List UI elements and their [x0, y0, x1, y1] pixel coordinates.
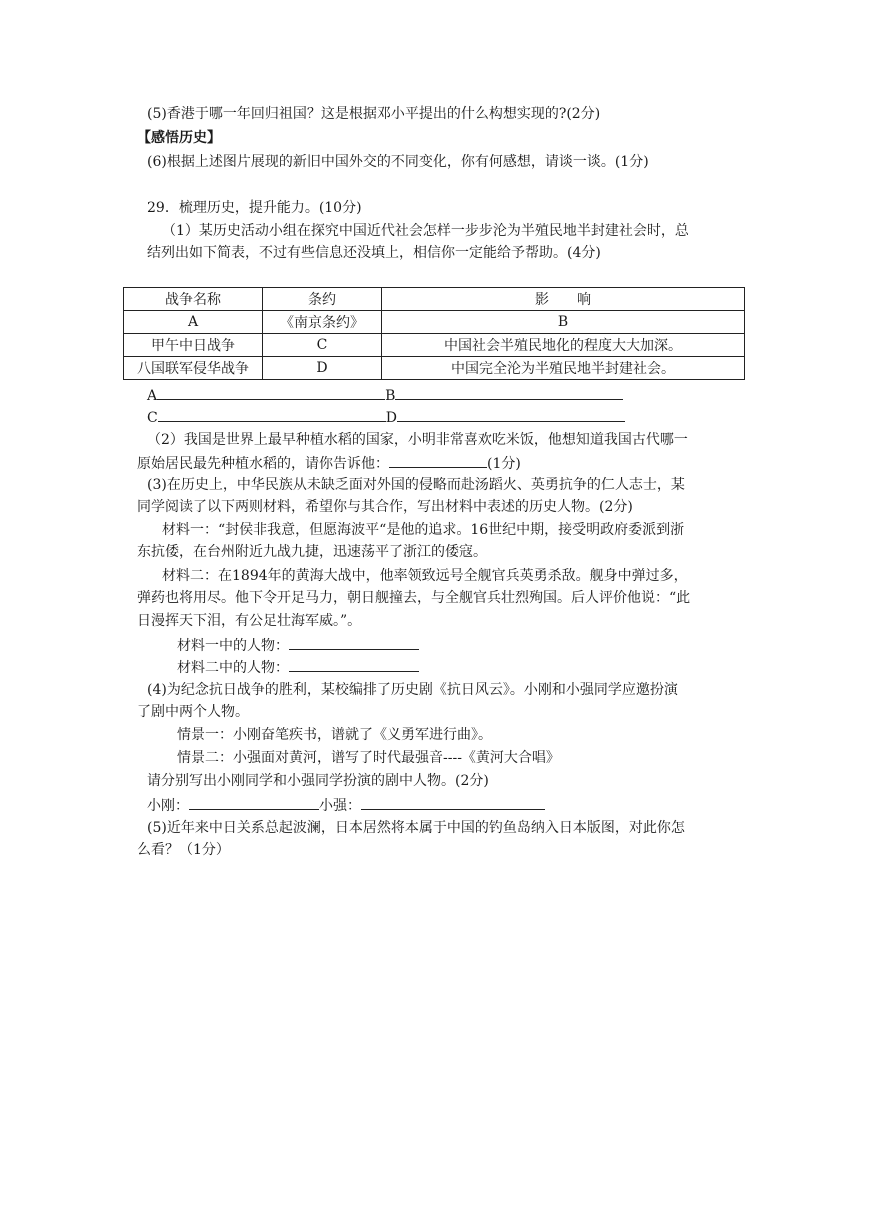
scene2: 情景二：小强面对黄河，谱写了时代最强音----《黄河大合唱》: [177, 750, 560, 766]
q29-p3-line2: 同学阅读了以下两则材料，希望你与其合作，写出材料中表述的历史人物。(2分): [137, 499, 633, 515]
table-cell: 中国完全沦为半殖民地半封建社会。: [382, 357, 745, 380]
q29-p2-text: 原始居民最先种植水稻的，请你告诉他：: [137, 456, 389, 472]
q29-p3-line1: (3)在历史上，中华民族从未缺乏面对外国的侵略而赴汤蹈火、英勇抗争的仁人志士，某: [147, 477, 685, 493]
table-cell: B: [382, 311, 745, 334]
fill-label-b: B: [385, 388, 396, 404]
answer-blank-b[interactable]: [395, 384, 623, 400]
section-heading: 【感悟历史】: [137, 130, 221, 146]
answer-blank-rice[interactable]: [389, 452, 487, 468]
who-row-1: [177, 634, 419, 656]
scene1: 情景一：小刚奋笔疾书，谱就了《义勇军进行曲》。: [177, 727, 492, 743]
material2-line2: 弹药也将用尽。他下令开足马力，朝日舰撞去，与全舰官兵壮烈殉国。后人评价他说：“此: [137, 590, 691, 606]
table-header: 条约: [263, 288, 382, 311]
answer-blank-a[interactable]: [157, 384, 385, 400]
xiaogang-label: 小刚：: [147, 798, 189, 814]
fill-label-d: D: [385, 410, 397, 426]
table-header: 战争名称: [124, 288, 263, 311]
q29-p4-line1: (4)为纪念抗日战争的胜利，某校编排了历史剧《抗日风云》。小刚和小强同学应邀扮演: [147, 682, 678, 698]
who2-label: 材料二中的人物：: [177, 660, 289, 676]
table-row: [124, 334, 745, 357]
table-cell: 甲午中日战争: [124, 334, 263, 357]
q28-sub6: (6)根据上述图片展现的新旧中国外交的不同变化，你有何感想，请谈一谈。(1分): [147, 154, 649, 170]
answer-blank-xiaoqiang[interactable]: [361, 794, 545, 810]
q29-p4-line3: 请分别写出小刚同学和小强同学扮演的剧中人物。(2分): [147, 773, 489, 789]
q29-p4-line2: 了剧中两个人物。: [137, 704, 249, 720]
q29-p1-line1: （1）某历史活动小组在探究中国近代社会怎样一步步沦为半殖民地半封建社会时，总: [162, 223, 689, 239]
q28-sub5: (5)香港于哪一年回归祖国？这是根据邓小平提出的什么构想实现的?(2分): [147, 106, 601, 122]
answer-blank-xiaogang[interactable]: [189, 794, 319, 810]
fill-row-ab: [147, 384, 623, 406]
answer-blank-d[interactable]: [397, 406, 625, 422]
q29-p5-line2: 么看？（1分）: [137, 842, 230, 858]
table-header: 影 响: [382, 288, 745, 311]
q29-p2-line1: （2）我国是世界上最早种植水稻的国家，小明非常喜欢吃米饭，他想知道我国古代哪一: [147, 432, 688, 448]
fill-row-cd: [147, 406, 625, 428]
answer-blank-person1[interactable]: [289, 634, 419, 650]
table-row: [124, 311, 745, 334]
role-row: [147, 794, 545, 816]
material2-line1: 材料二：在1894年的黄海大战中，他率领致远号全舰官兵英勇杀敌。舰身中弹过多，: [162, 568, 688, 584]
table-cell: A: [124, 311, 263, 334]
xiaoqiang-label: 小强：: [319, 798, 361, 814]
q29-p1-line2: 结列出如下简表，不过有些信息还没填上，相信你一定能给予帮助。(4分): [147, 245, 601, 261]
table-cell: D: [263, 357, 382, 380]
material1-line1: 材料一：“封侯非我意，但愿海波平“是他的追求。16世纪中期，接受明政府委派到浙: [162, 522, 685, 538]
material2-line3: 日漫挥天下泪，有公足壮海军威。”。: [137, 613, 362, 629]
table-cell: C: [263, 334, 382, 357]
table-cell: 中国社会半殖民地化的程度大大加深。: [382, 334, 745, 357]
history-table: [123, 287, 745, 380]
who1-label: 材料一中的人物：: [177, 638, 289, 654]
who-row-2: [177, 656, 419, 678]
table-cell: 《南京条约》: [263, 311, 382, 334]
fill-label-a: A: [147, 388, 158, 404]
answer-blank-person2[interactable]: [289, 656, 419, 672]
answer-blank-c[interactable]: [158, 406, 386, 422]
q29-p5-line1: (5)近年来中日关系总起波澜，日本居然将本属于中国的钓鱼岛纳入日本版图，对此你怎: [147, 820, 685, 836]
table-cell: 八国联军侵华战争: [124, 357, 263, 380]
q29-p2-score: (1分): [487, 456, 521, 472]
table-header-row: [124, 288, 745, 311]
q29-title: 29．梳理历史，提升能力。(10分): [147, 200, 362, 216]
table-row: [124, 357, 745, 380]
q29-p2-line2: [137, 452, 521, 474]
material1-line2: 东抗倭，在台州附近九战九捷，迅速荡平了浙江的倭寇。: [137, 544, 487, 560]
fill-label-c: C: [147, 410, 158, 426]
